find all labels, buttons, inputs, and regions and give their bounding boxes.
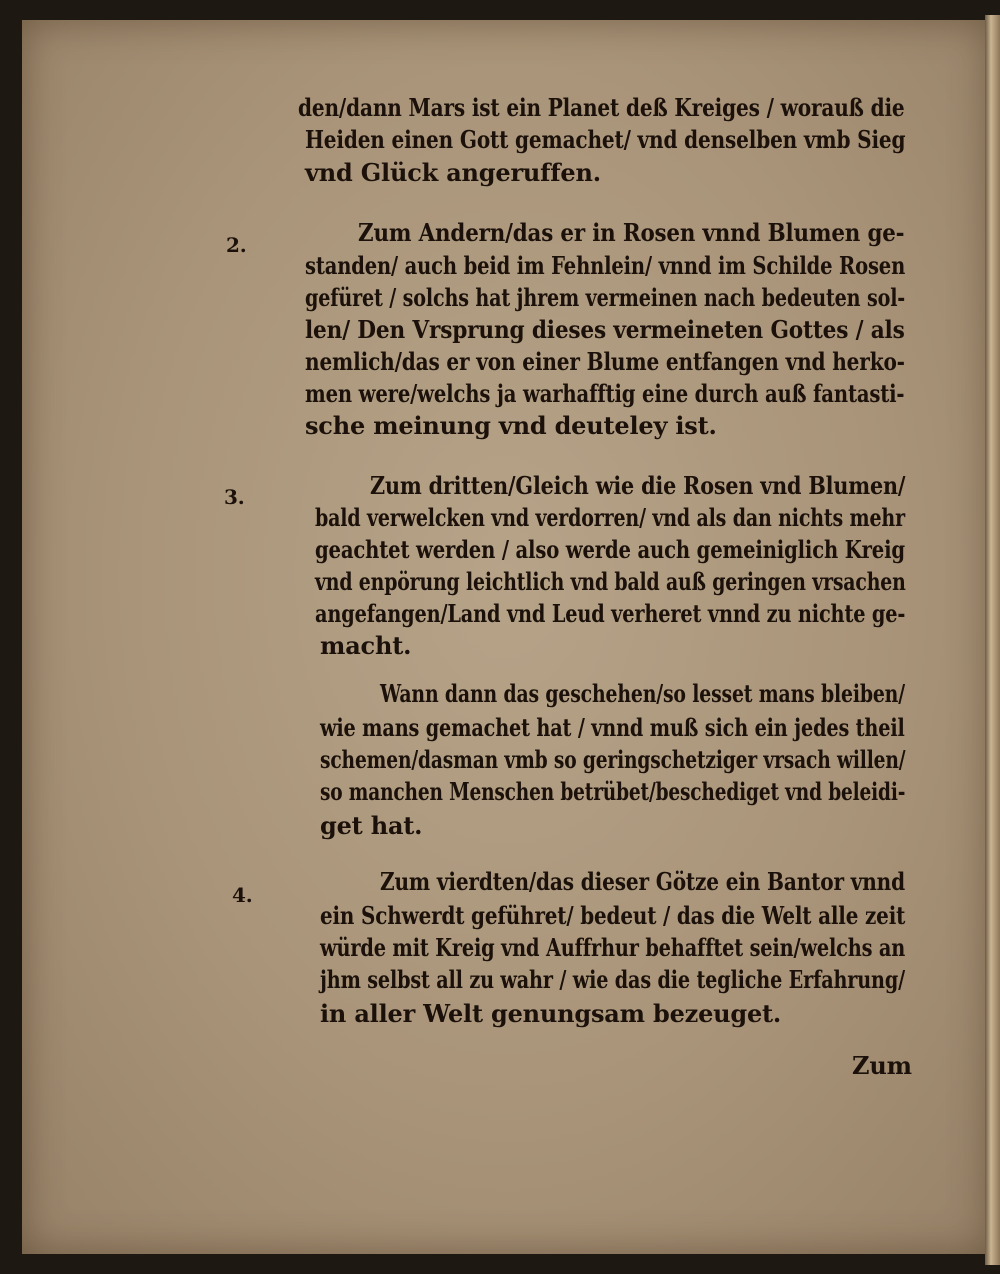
text-line: Wann dann das geschehen/so lesset mans bleiben/	[380, 679, 905, 708]
text-line: so manchen Menschen betrübet/beschediget vnd beleidi-	[320, 777, 906, 806]
text-line: würde mit Kreig vnd Auffrhur behafftet sein/welchs an	[320, 933, 906, 962]
text-line: ein Schwerdt geführet/ bedeut / das die Welt alle zeit	[320, 901, 906, 930]
text-line: nemlich/das er von einer Blume entfangen vnd herko-	[305, 347, 905, 376]
text-line: vnd Glück angeruffen.	[305, 158, 601, 187]
text-line: macht.	[320, 631, 412, 660]
text-line: sche meinung vnd deuteley ist.	[305, 411, 717, 440]
text-line: Zum dritten/Gleich wie die Rosen vnd Blumen/	[370, 471, 906, 500]
margin-number: 3.	[224, 485, 245, 509]
text-line: bald verwelcken vnd verdorren/ vnd als dan nichts mehr	[315, 503, 905, 532]
text-line: get hat.	[320, 811, 423, 840]
text-line: schemen/dasman vmb so geringschetziger vrsach willen/	[320, 745, 906, 774]
margin-number: 2.	[226, 233, 247, 257]
text-line: den/dann Mars ist ein Planet deß Kreiges / worauß die	[298, 93, 905, 122]
margin-number: 4.	[232, 883, 253, 907]
text-line: Zum vierdten/das dieser Götze ein Bantor vnnd	[380, 867, 906, 896]
text-line: wie mans gemachet hat / vnnd muß sich ein jedes theil	[320, 713, 905, 742]
text-line: in aller Welt genungsam bezeuget.	[320, 999, 782, 1028]
text-line: gefüret / solchs hat jhrem vermeinen nach bedeuten sol-	[305, 283, 906, 312]
text-line: Heiden einen Gott gemachet/ vnd denselben vmb Sieg	[305, 125, 906, 154]
text-line: jhm selbst all zu wahr / wie das die tegliche Erfahrung/	[320, 965, 905, 994]
text-line: vnd enpörung leichtlich vnd bald auß geringen vrsachen	[315, 567, 906, 596]
text-line: standen/ auch beid im Fehnlein/ vnnd im Schilde Rosen	[305, 251, 906, 280]
text-line: Zum Andern/das er in Rosen vnnd Blumen ge-	[358, 218, 905, 247]
catchword: Zum	[852, 1051, 912, 1080]
text-line: geachtet werden / also werde auch gemeiniglich Kreig	[315, 535, 905, 564]
text-line: len/ Den Vrsprung dieses vermeineten Gottes / als	[305, 315, 905, 344]
text-line: angefangen/Land vnd Leud verheret vnnd zu nichte ge-	[315, 599, 906, 628]
text-line: men were/welchs ja warhafftig eine durch auß fantasti-	[305, 379, 905, 408]
